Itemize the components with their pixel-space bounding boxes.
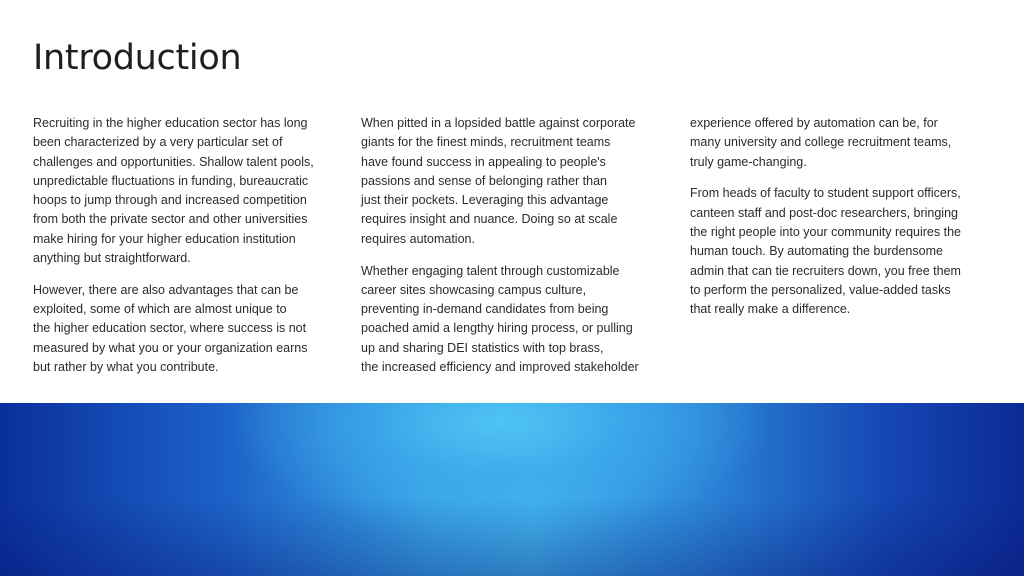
text-line: measured by what you or your organization earns: [33, 340, 308, 355]
text-line: experience offered by automation can be, for: [690, 116, 938, 130]
text-line: Recruiting in the higher education sector has long: [33, 116, 308, 130]
text-line: When pitted in a lopsided battle against corporate: [361, 116, 636, 130]
page-title: Introduction: [33, 38, 242, 78]
text-line: poached amid a lengthy hiring process, or pulling: [361, 321, 633, 336]
text-line: up and sharing DEI statistics with top brass,: [361, 340, 604, 355]
text-line: requires insight and nuance. Doing so at scale: [361, 212, 618, 227]
text-line: challenges and opportunities. Shallow talent pools,: [33, 154, 314, 169]
text-line: Whether engaging talent through customizable: [361, 263, 620, 278]
text-line: make hiring for your higher education institution: [33, 231, 296, 246]
text-line: canteen staff and post-doc researchers, bringing: [690, 205, 958, 220]
text-line: hoops to jump through and increased competition: [33, 193, 307, 208]
text-column-3: [690, 114, 1000, 332]
paragraph: [33, 281, 343, 377]
text-line: but rather by what you contribute.: [33, 360, 219, 375]
paragraph: [361, 262, 673, 378]
text-line: that really make a difference.: [690, 302, 851, 317]
text-line: have found success in appealing to people's: [361, 154, 606, 169]
text-line: career sites showcasing campus culture,: [361, 282, 587, 297]
text-line: to perform the personalized, value-added tasks: [690, 282, 951, 297]
paragraph: [361, 114, 673, 249]
text-line: giants for the finest minds, recruitment teams: [361, 135, 611, 150]
text-line: the increased efficiency and improved stakeholder: [361, 360, 639, 375]
text-line: unpredictable fluctuations in funding, bureaucratic: [33, 173, 309, 188]
text-line: the right people into your community requires the: [690, 224, 961, 239]
text-line: However, there are also advantages that can be: [33, 282, 299, 297]
paragraph: [33, 114, 343, 268]
text-line: anything but straightforward.: [33, 251, 191, 266]
text-line: just their pockets. Leveraging this advantage: [361, 193, 609, 208]
text-line: truly game-changing.: [690, 154, 807, 169]
paragraph: [690, 184, 1000, 319]
text-line: requires automation.: [361, 231, 475, 246]
text-line: admin that can tie recruiters down, you free them: [690, 263, 961, 278]
paragraph: [690, 114, 1000, 172]
text-line: been characterized by a very particular set of: [33, 135, 283, 150]
text-column-1: [33, 114, 343, 390]
text-line: human touch. By automating the burdensome: [690, 244, 943, 259]
text-line: From heads of faculty to student support officers,: [690, 186, 961, 201]
text-line: the higher education sector, where success is not: [33, 321, 307, 336]
text-column-2: [361, 114, 673, 390]
text-line: from both the private sector and other universities: [33, 212, 308, 227]
text-line: preventing in-demand candidates from being: [361, 302, 609, 317]
gradient-shade-overlay: [0, 403, 1024, 576]
text-line: passions and sense of belonging rather than: [361, 173, 608, 188]
text-line: many university and college recruitment teams,: [690, 135, 952, 150]
text-line: exploited, some of which are almost unique to: [33, 302, 287, 317]
